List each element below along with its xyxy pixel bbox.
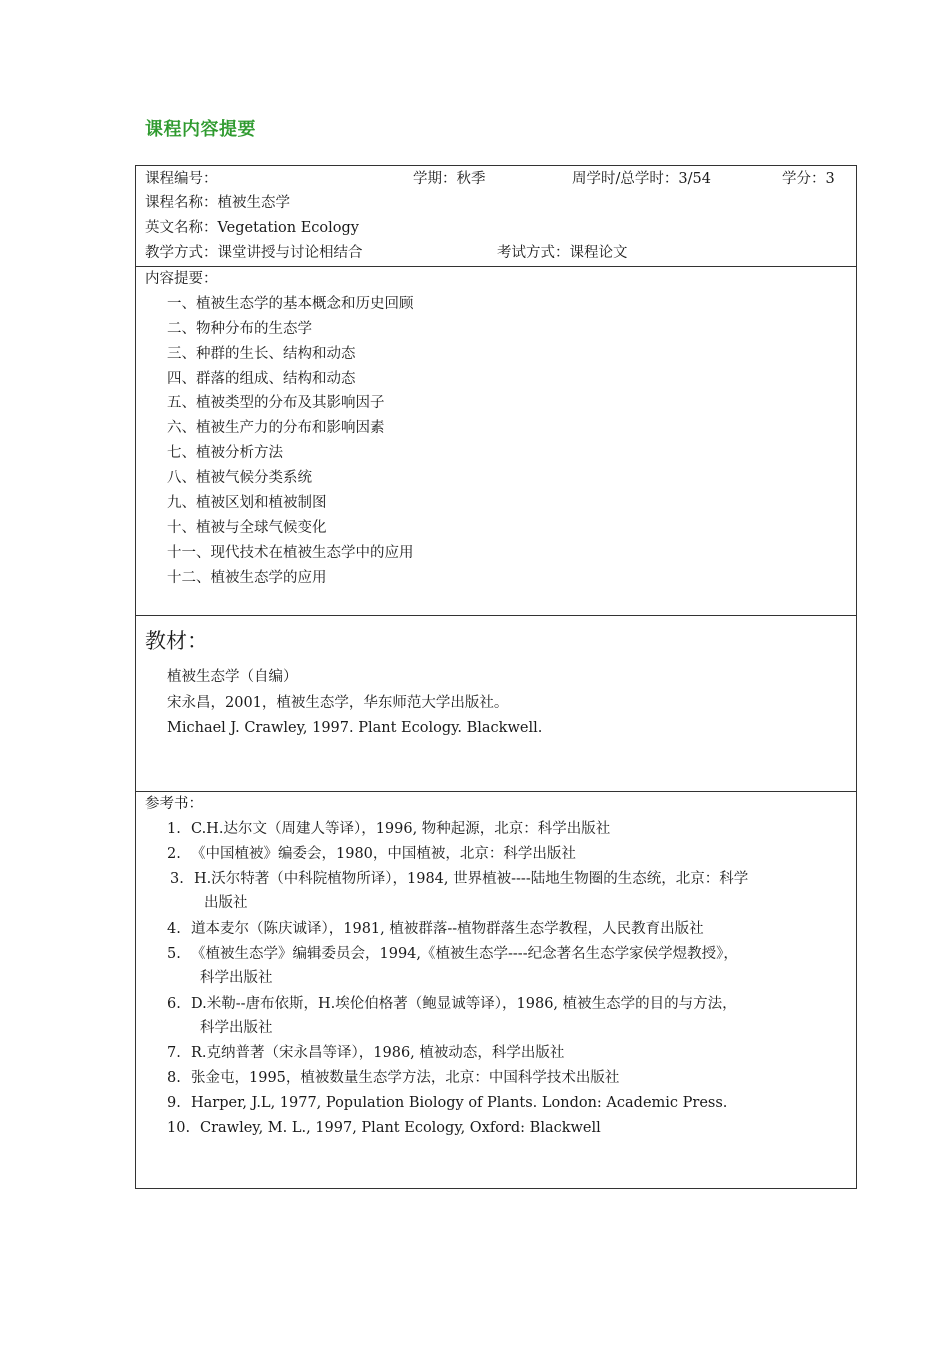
content-item: 一、植被生态学的基本概念和历史回顾	[167, 296, 414, 312]
content-item: 三、种群的生长、结构和动态	[167, 346, 356, 362]
contents-section	[136, 267, 856, 616]
credits: 学分：3	[782, 171, 835, 187]
content-item: 九、植被区划和植被制图	[167, 495, 327, 511]
page-title: 课程内容提要	[145, 119, 256, 140]
textbook-item: 植被生态学（自编）	[167, 669, 298, 685]
reference-text: Crawley, M. L., 1997, Plant Ecology, Oxford: Blackwell	[200, 1120, 601, 1136]
textbook-heading: 教材：	[145, 629, 208, 653]
reference-text: C.H.达尔文（周建人等译），1996, 物种起源，北京：科学出版社	[191, 821, 611, 837]
reference-number: 4.	[167, 921, 181, 937]
reference-number: 9.	[167, 1095, 181, 1111]
reference-item	[167, 1043, 564, 1063]
content-item: 十、植被与全球气候变化	[167, 520, 327, 536]
reference-number: 3.	[170, 871, 184, 887]
textbook-item: 宋永昌，2001，植被生态学，华东师范大学出版社。	[167, 695, 509, 711]
reference-number: 2.	[167, 846, 181, 862]
english-name: 英文名称：Vegetation Ecology	[145, 220, 359, 236]
reference-text: R.克纳普著（宋永昌等译），1986, 植被动态，科学出版社	[191, 1045, 565, 1061]
reference-item	[167, 1093, 727, 1113]
contents-heading: 内容提要：	[145, 271, 218, 287]
content-item: 十一、现代技术在植被生态学中的应用	[167, 545, 414, 561]
reference-text: 《植被生态学》编辑委员会，1994,《植被生态学----纪念著名生态学家侯学煜教授》，	[191, 946, 738, 962]
exam-method: 考试方式：课程论文	[497, 245, 628, 261]
reference-text: 道本麦尔（陈庆诚译），1981, 植被群落--植物群落生态学教程，人民教育出版社	[191, 921, 704, 937]
course-sheet	[135, 165, 857, 1189]
content-item: 七、植被分析方法	[167, 445, 283, 461]
reference-item	[167, 1068, 619, 1088]
reference-text: H.沃尔特著（中科院植物所译），1984, 世界植被----陆地生物圈的生态统，北京：科学	[194, 871, 749, 887]
reference-continuation: 科学出版社	[200, 1020, 273, 1036]
reference-number: 8.	[167, 1070, 181, 1086]
reference-text: 张金屯，1995，植被数量生态学方法，北京：中国科学技术出版社	[191, 1070, 620, 1086]
reference-item	[167, 819, 610, 839]
reference-continuation: 科学出版社	[200, 970, 273, 986]
reference-number: 10.	[167, 1120, 191, 1136]
reference-item	[167, 1118, 601, 1138]
references-section	[136, 792, 856, 1188]
course-info-section	[136, 166, 856, 267]
content-item: 六、植被生产力的分布和影响因素	[167, 420, 385, 436]
reference-item	[167, 944, 738, 964]
reference-number: 6.	[167, 996, 181, 1012]
content-item: 四、群落的组成、结构和动态	[167, 371, 356, 387]
reference-number: 5.	[167, 946, 181, 962]
textbook-section	[136, 616, 856, 792]
term: 学期：秋季	[413, 171, 486, 187]
content-item: 十二、植被生态学的应用	[167, 570, 327, 586]
reference-text: Harper, J.L, 1977, Population Biology of Plants. London: Academic Press.	[191, 1095, 728, 1111]
reference-text: 《中国植被》编委会，1980，中国植被，北京：科学出版社	[191, 846, 576, 862]
course-no: 课程编号：	[145, 171, 218, 187]
reference-item	[167, 844, 576, 864]
weekly-total-hours: 周学时/总学时：3/54	[572, 171, 711, 187]
content-item: 八、植被气候分类系统	[167, 470, 312, 486]
reference-item	[167, 994, 737, 1014]
reference-item	[170, 869, 748, 889]
content-item: 二、物种分布的生态学	[167, 321, 312, 337]
reference-text: D.米勒--唐布依斯，H.埃伦伯格著（鲍显诚等译），1986, 植被生态学的目的与方法，	[191, 996, 737, 1012]
reference-continuation: 出版社	[204, 895, 248, 911]
reference-item	[167, 919, 704, 939]
course-name: 课程名称：植被生态学	[145, 195, 290, 211]
reference-number: 7.	[167, 1045, 181, 1061]
teaching-method: 教学方式：课堂讲授与讨论相结合	[145, 245, 363, 261]
references-heading: 参考书：	[145, 796, 203, 812]
content-item: 五、植被类型的分布及其影响因子	[167, 395, 385, 411]
textbook-item: Michael J. Crawley, 1997. Plant Ecology. Blackwell.	[167, 720, 543, 736]
reference-number: 1.	[167, 821, 181, 837]
